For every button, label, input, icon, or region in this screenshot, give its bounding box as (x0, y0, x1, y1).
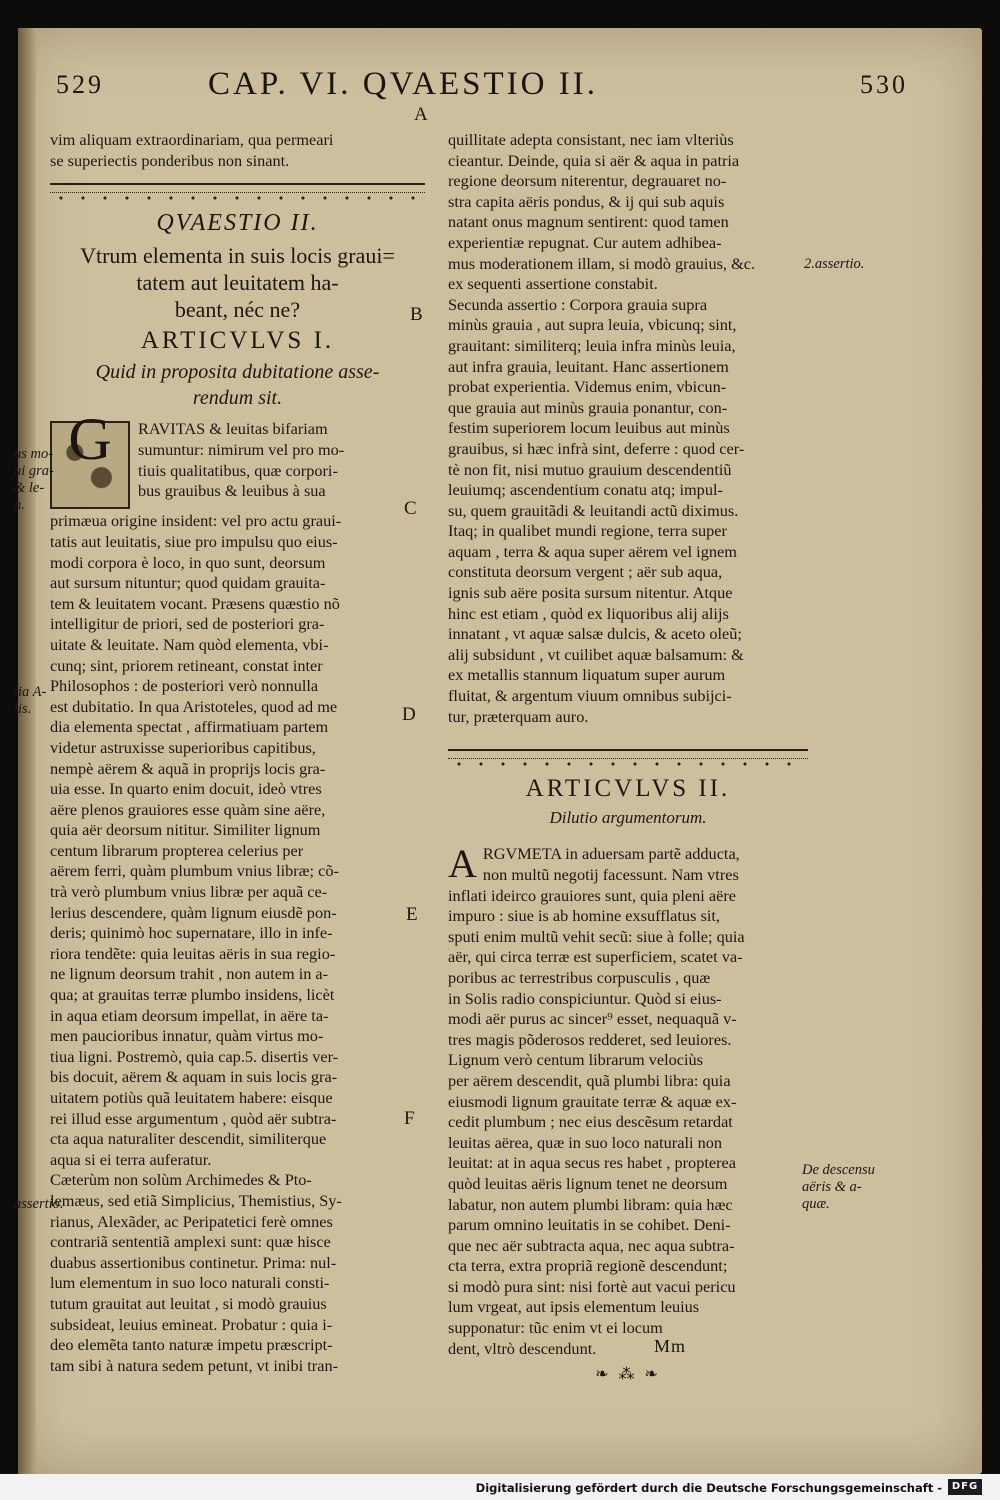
initial-letter: G (68, 406, 112, 473)
text-line: uia esse. In quarto enim docuit, ideò vtres (50, 779, 322, 799)
text-line: contrariã sententiã amplexi sunt: quæ hisce (50, 1232, 331, 1252)
text-line: minùs grauia , aut supra leuia, vbicunq; sint, (448, 315, 737, 335)
text-line: tiuis qualitatibus, quæ corpori- (138, 460, 338, 480)
text-line: Lignum verò centum librarum velociùs (448, 1050, 704, 1070)
text-line: tres magis põderosos redderet, sed leuiores. (448, 1029, 732, 1049)
text-line: tur, præterquam auro. (448, 706, 589, 726)
text-line: cunq; sint, priorem retineant, constat inter (50, 655, 323, 675)
text-line: in aqua etiam deorsum impellat, in aëre ta- (50, 1005, 329, 1025)
text-line: tiua ligni. Postremò, quia cap.5. disertis ver- (50, 1046, 339, 1066)
text-line: hinc est etiam , quòd ex liquoribus alij alijs (448, 603, 729, 623)
text-line: grauitant: similiterq; leuia infra minùs leuia, (448, 335, 736, 355)
text-line: poribus ac terrestribus corpusculis , quæ (448, 967, 711, 987)
margin-note-left-3: assertio. (14, 1196, 64, 1212)
text-line: que grauia aut minùs grauia ponantur, con- (448, 397, 728, 417)
decorated-initial (50, 406, 130, 509)
text-line: parum omnino leuitatis in se cohibet. Deni- (448, 1215, 731, 1235)
section-marker-b: B (410, 304, 423, 325)
margin-note-left-2 (14, 684, 46, 718)
text-line: tatis aut leuitatis, siue pro impulsu quo eius- (50, 531, 338, 551)
text-line: labatur, non autem plumbi libram: quia hæc (448, 1194, 733, 1214)
margin-note-left-1 (14, 446, 54, 514)
text-line: primæua origine insident: vel pro actu graui- (50, 511, 342, 531)
quaestio-title: QVAESTIO II. (156, 210, 319, 237)
text-line: cta aqua naturaliter descendit, similiterque (50, 1129, 327, 1149)
text-line: modi aër purus ac sincer⁹ esset, nequaquã v- (448, 1009, 737, 1029)
article-title: ARTICVLVS II. (525, 775, 731, 803)
text-line: regione deorsum niterentur, degrauaret no- (448, 171, 727, 191)
text-line: constituta deorsum vergent ; aër sub aqua, (448, 562, 723, 582)
running-title: CAP. VI. QVAESTIO II. (208, 66, 598, 102)
text-line: dent, vltrò descendunt. (448, 1338, 597, 1358)
section-marker-e: E (406, 904, 418, 925)
article-subtitle (50, 359, 425, 411)
text-line: quòd leuitas aëris lignum tenet ne deorsum (448, 1173, 728, 1193)
text-line: lum elementum in suo loco naturali consti- (50, 1273, 330, 1293)
text-line: aërem ferri, quàm plumbum vnius libræ; cõ- (50, 861, 339, 881)
book-gutter (18, 28, 36, 1474)
text-line: festim superiorem locum leuibus aut minùs (448, 418, 730, 438)
text-line: leuiumq; ascendentium conatu atq; impul- (448, 480, 723, 500)
text-line: innatant , vt aquæ salsæ dulcis, & aceto oleũ; (448, 624, 742, 644)
text-line: aquam , terra & aqua super aërem vel ignem (448, 541, 737, 561)
text-line: cieantur. Deinde, quia si aër & aqua in patria (448, 150, 740, 170)
text-line: deris; quinimò hoc supernatare, illo in infe- (50, 923, 333, 943)
text-line: alij subsidunt , vt cuilibet aquæ balsamum: & (448, 644, 744, 664)
margin-note-right-1: 2.assertio. (804, 256, 865, 272)
text-line: qua; at grauitas terræ plumbo insidens, licèt (50, 985, 335, 1005)
text-line: duabus assertionibus continetur. Prima: nul- (50, 1252, 337, 1272)
note-line: De descensu (802, 1162, 875, 1178)
page-number-right: 530 (860, 70, 908, 99)
text-line: uitate & leuitate. Nam quòd elementa, vbi- (50, 634, 329, 654)
section-marker-f: F (404, 1108, 415, 1129)
subtitle-line: rendum sit. (192, 387, 283, 410)
quaestio-heading (50, 242, 425, 323)
text-line: est dubitatio. In qua Aristoteles, quod ad me (50, 696, 338, 716)
dfg-logo: DFG (948, 1479, 982, 1495)
left-column (50, 130, 425, 1376)
note-line: us mo- (14, 446, 54, 462)
text-line: Philosophos : de posteriori verò nonnulla (50, 676, 319, 696)
text-line: in Solis radio conspiciuntur. Quòd si eius- (448, 988, 722, 1008)
text-line: leuitat: at in aqua secus res habet , propterea (448, 1153, 736, 1173)
text-line: aëre plenos grauiores esse quàm sine aëre, (50, 799, 326, 819)
body-lines (448, 886, 808, 1360)
text-line: stra capita aëris pondus, & ij qui sub aquis (448, 191, 725, 211)
text-line: Cæterùm non solùm Archimedes & Pto- (50, 1170, 312, 1190)
text-line: supponatur: tũc enim vt ei locum (448, 1318, 663, 1338)
note-line: & le- (14, 480, 45, 496)
article-subtitle: Dilutio argumentorum. (549, 807, 707, 827)
text-line: non multũ negotij facessunt. Nam vtres (482, 865, 739, 884)
text-line: aut infra grauia, leuitant. Hanc assertionem (448, 356, 729, 376)
text-line: inflati ideirco grauiores sunt, quia pleni aëre (448, 885, 736, 905)
digitization-footer (0, 1474, 1000, 1500)
text-line: Itaq; in qualibet mundi regione, terra super (448, 521, 727, 541)
text-line: mus moderationem illam, si modò grauius, &c. (448, 253, 756, 273)
text-line: leuitas aërea, quæ in suo loco naturali non (448, 1132, 722, 1152)
article-body (50, 406, 425, 1376)
text-line: tè non fit, nisi mutuo grauium descendentiũ (448, 459, 732, 479)
text-line: vim aliquam extraordinariam, qua permeari (50, 130, 334, 149)
text-line: dia elementa spectat , affirmatiuam partem (50, 717, 329, 737)
text-line: rei illud esse argumentum , quòd aër subtra- (50, 1108, 337, 1128)
text-line: quillitate adepta consistant, nec iam vlteriùs (448, 130, 734, 149)
text-line: sputi enim multũ vehit secũ: siue à folle; quia (448, 926, 745, 946)
text-line: cedit plumbum ; nec eius descẽsum retardat (448, 1112, 733, 1132)
text-line: quia aër deorsum nititur. Similiter lignum (50, 820, 321, 840)
text-line: lerius descendere, quàm lignum eiusdẽ pon- (50, 902, 337, 922)
note-line: lis. (14, 701, 32, 717)
page-number-left: 529 (56, 70, 104, 99)
section-marker-d: D (402, 704, 416, 725)
text-line: Secunda assertio : Corpora grauia supra (448, 294, 708, 314)
text-line: su, quem grauitãdi & leuitandi actũ diximus. (448, 500, 739, 520)
text-line: ne lignum deorsum trahit , non autem in a- (50, 964, 329, 984)
heading-line: tatem aut leuitatem ha- (136, 269, 339, 295)
text-line: videtur astruxisse superioribus capitibus, (50, 737, 316, 757)
article-body (448, 841, 808, 1359)
text-line: grauibus, si hæc infrà sint, deferre : quod cer- (448, 438, 745, 458)
text-line: nempè aërem & aquã in proprijs locis gra- (50, 758, 326, 778)
text-line: riora tendẽte: quia leuitas aëris in sua regio- (50, 943, 336, 963)
text-line: RGVMETA in aduersam partẽ adducta, (482, 844, 740, 864)
heading-line: beant, néc ne? (174, 296, 301, 322)
text-line: tem & leuitatem vocant. Præsens quæstio nõ (50, 593, 340, 613)
margin-note-right-2 (802, 1162, 875, 1213)
end-ornament: ❧ ⁂ ❧ (595, 1366, 661, 1384)
text-line: subsideat, leuius emineat. Probatur : quia i- (50, 1314, 333, 1334)
text-line: aut sursum nituntur; quod quidam grauita- (50, 573, 326, 593)
text-line: ignis sub aëre posita sursum nitentur. Atque (448, 583, 733, 603)
text-line: aër, qui circa terræ est superficiem, scatet va- (448, 947, 743, 967)
subtitle-line: Quid in proposita dubitatione asse- (95, 361, 380, 384)
text-line: bis docuit, aërem & aquam in suis locis gra- (50, 1067, 338, 1087)
initial-letter: A (448, 841, 477, 887)
note-line: quæ. (802, 1196, 830, 1212)
text-line: deo elemẽta tanto naturæ impetu præscript- (50, 1335, 333, 1355)
right-column (448, 130, 808, 1386)
section-marker-a: A (414, 104, 428, 125)
text-line: modi corpora è loco, in quo sunt, deorsum (50, 552, 326, 572)
text-line: intelligitur de priori, sed de posteriori gra- (50, 614, 325, 634)
page-header (48, 66, 948, 126)
ornamental-rule (448, 745, 808, 769)
text-line: ex metallis stannum liquatum super aurum (448, 665, 726, 685)
text-line: uitatem potiùs quã leuitatem habere: eisque (50, 1088, 333, 1107)
section-marker-c: C (404, 498, 417, 519)
text-line: lum vrgeat, aut ipsis elementum leuius (448, 1297, 700, 1317)
text-line: lemæus, sed etiã Simplicius, Themistius, Sy- (50, 1190, 342, 1210)
text-line: tam sibi à natura sedem petunt, vt inibi tran- (50, 1355, 339, 1375)
text-line: aqua si ei terra auferatur. (50, 1149, 212, 1169)
text-line: men paucioribus innatur, quàm virtus mo- (50, 1026, 324, 1046)
text-line: RAVITAS & leuitas bifariam (138, 419, 328, 439)
signature-mark: Mm (654, 1336, 687, 1356)
text-line: ex sequenti assertione constabit. (448, 274, 658, 294)
text-line: probat experientia. Videmus enim, vbicun- (448, 377, 727, 397)
text-line: si modò pura sint: nisi fortè aut vacui pericu (448, 1276, 736, 1296)
text-line: fluitat, & argentum viuum omnibus subijci- (448, 686, 732, 706)
text-line: experientiæ repugnat. Cur autem adhibea- (448, 232, 722, 252)
heading-line: Vtrum elementa in suis locis graui= (80, 242, 395, 268)
text-line: bus grauibus & leuibus à sua (138, 481, 326, 501)
text-line: eiusmodi lignum grauitate terræ & aquæ ex- (448, 1091, 737, 1111)
text-line: cta terra, extra propriã regionẽ descendunt; (448, 1256, 728, 1276)
note-line: aëris & a- (802, 1179, 862, 1195)
text-line: per aërem descendit, quã plumbi libra: quia (448, 1070, 731, 1090)
text-line: se superiectis ponderibus non sinant. (50, 150, 290, 170)
text-line: impuro : siue is ab homine exsufflatus sit, (448, 906, 720, 926)
footer-text: Digitalisierung gefördert durch die Deutsche Forschungsgemeinschaft - (475, 1481, 942, 1495)
text-line: sumuntur: nimirum vel pro mo- (138, 439, 345, 459)
text-line: rianus, Alexãder, ac Peripatetici ferè omnes (50, 1211, 333, 1231)
text-line: tutum grauitat aut leuitat , si modò grauius (50, 1293, 327, 1313)
book-page (14, 28, 982, 1474)
body-lines (50, 511, 425, 1376)
note-line: n. (14, 497, 25, 513)
note-line: tia A- (14, 684, 47, 700)
note-line: ui gra- (14, 463, 54, 479)
text-line: que nec aër subtracta aqua, nec aqua subtra- (448, 1235, 735, 1255)
text-line: natant onus magnum sentirent: quod tamen (448, 212, 729, 232)
ornamental-rule (50, 179, 425, 203)
text-line: trà verò plumbum vnius libræ per aquã ce- (50, 882, 328, 902)
body-lines (448, 130, 808, 727)
text-line: centum librarum propterea celerius per (50, 840, 304, 860)
article-title: ARTICVLVS I. (140, 326, 335, 354)
